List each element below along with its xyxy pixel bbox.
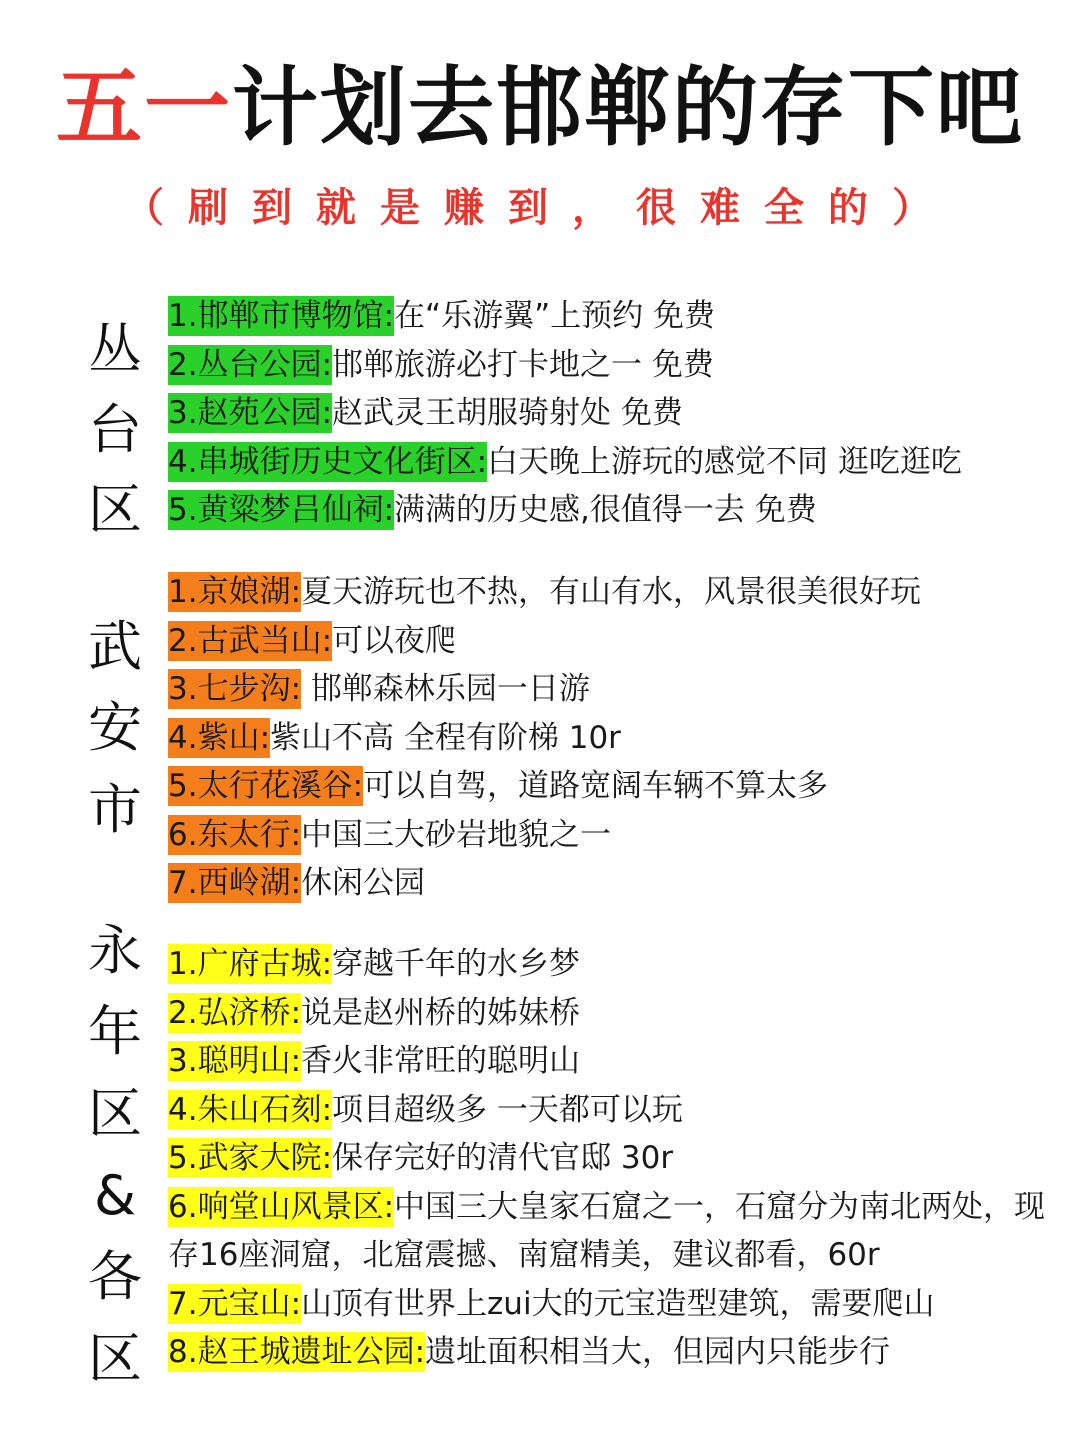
district-char: 区	[88, 1082, 142, 1146]
list-item	[168, 1183, 1073, 1280]
spot-name: 7.西岭湖:	[168, 865, 302, 901]
spot-desc: 紫山不高 全程有阶梯 10r	[270, 719, 621, 756]
page-title	[0, 58, 1080, 158]
spot-name: 4.串城街历史文化街区:	[168, 443, 488, 480]
spot-desc: 可以夜爬	[332, 622, 457, 659]
list-item	[168, 486, 1073, 535]
spot-name: 3.赵苑公园:	[168, 395, 333, 431]
spot-desc: 说是赵州桥的姊妹桥	[301, 994, 581, 1031]
page-subtitle: （刷到就是赚到，很难全的）	[124, 185, 956, 231]
spot-desc: 在“乐游翼”上预约 免费	[394, 298, 716, 334]
district-char: 台	[88, 398, 142, 461]
spot-name: 2.丛台公园:	[168, 346, 333, 383]
spot-desc: 项目超级多 一天都可以玩	[332, 1091, 683, 1128]
list-item	[168, 714, 1073, 763]
district-char: 区	[88, 478, 142, 541]
spot-list	[168, 940, 1073, 1377]
spot-desc: 中国三大砂岩地貌之一	[301, 816, 612, 853]
district-label	[80, 310, 150, 540]
spot-name: 4.朱山石刻:	[168, 1091, 333, 1128]
title-main: 计划去邯郸的存下吧	[232, 58, 1024, 158]
spot-name: 8.赵王城遗址公园:	[168, 1334, 426, 1370]
list-item	[168, 1280, 1073, 1329]
spot-name: 3.聪明山:	[168, 1043, 302, 1079]
list-item	[168, 568, 1073, 617]
list-item	[168, 762, 1073, 811]
list-item	[168, 1037, 1073, 1086]
spot-desc: 白天晚上游玩的感觉不同 逛吃逛吃	[487, 443, 962, 480]
spot-name: 6.响堂山风景区:	[168, 1188, 395, 1225]
spot-name: 2.弘济桥:	[168, 994, 302, 1031]
spot-desc: 穿越千年的水乡梦	[332, 946, 581, 982]
list-item	[168, 617, 1073, 666]
spot-desc: 邯郸旅游必打卡地之一 免费	[332, 346, 714, 383]
district-char: &	[93, 1163, 137, 1227]
list-item	[168, 1328, 1073, 1377]
spot-list	[168, 568, 1073, 908]
list-item	[168, 1134, 1073, 1183]
district-char: 各	[88, 1245, 142, 1309]
spot-name: 6.东太行:	[168, 816, 302, 853]
spot-desc: 邯郸森林乐园一日游	[301, 671, 590, 707]
spot-desc: 夏天游玩也不热，有山有水，风景很美很好玩	[301, 574, 922, 610]
spot-desc: 中国三大皇家石窟之一，石窟分为南北两处，现存16座洞窟，北窟震撼、南窟精美，建议都看，60r	[168, 1188, 1046, 1273]
list-item	[168, 1086, 1073, 1135]
list-item	[168, 292, 1073, 341]
spot-name: 1.邯郸市博物馆:	[168, 298, 395, 334]
district-char: 武	[88, 614, 142, 678]
district-char: 永	[88, 918, 142, 982]
spot-list	[168, 292, 1073, 535]
spot-name: 3.七步沟:	[168, 671, 302, 707]
district-char: 安	[88, 696, 142, 760]
spot-name: 5.太行花溪谷:	[168, 768, 364, 804]
spot-desc: 赵武灵王胡服骑射处 免费	[332, 395, 683, 431]
list-item	[168, 989, 1073, 1038]
district-char: 年	[88, 1000, 142, 1064]
spot-name: 7.元宝山:	[168, 1285, 302, 1322]
district-char: 丛	[88, 318, 142, 381]
list-item	[168, 389, 1073, 438]
list-item	[168, 859, 1073, 908]
spot-name: 2.古武当山:	[168, 622, 333, 659]
district-label	[80, 606, 150, 851]
spot-name: 5.武家大院:	[168, 1140, 333, 1176]
spot-desc: 保存完好的清代官邸 30r	[332, 1140, 674, 1176]
list-item	[168, 341, 1073, 390]
spot-desc: 可以自驾，道路宽阔车辆不算太多	[363, 768, 829, 804]
spot-desc: 休闲公园	[301, 865, 426, 901]
spot-name: 5.黄粱梦吕仙祠:	[168, 492, 395, 528]
spot-name: 1.广府古城:	[168, 946, 333, 982]
spot-desc: 山顶有世界上zui大的元宝造型建筑，需要爬山	[301, 1285, 935, 1322]
spot-desc: 香火非常旺的聪明山	[301, 1043, 581, 1079]
list-item	[168, 438, 1073, 487]
district-char: 区	[88, 1327, 142, 1391]
spot-desc: 满满的历史感,很值得一去 免费	[394, 492, 817, 528]
spot-desc: 遗址面积相当大，但园内只能步行	[425, 1334, 891, 1370]
title-highlight: 五一	[56, 58, 232, 158]
district-label	[80, 910, 150, 1400]
district-char: 市	[88, 778, 142, 842]
list-item	[168, 665, 1073, 714]
list-item	[168, 940, 1073, 989]
spot-name: 1.京娘湖:	[168, 574, 302, 610]
spot-name: 4.紫山:	[168, 719, 271, 756]
list-item	[168, 811, 1073, 860]
